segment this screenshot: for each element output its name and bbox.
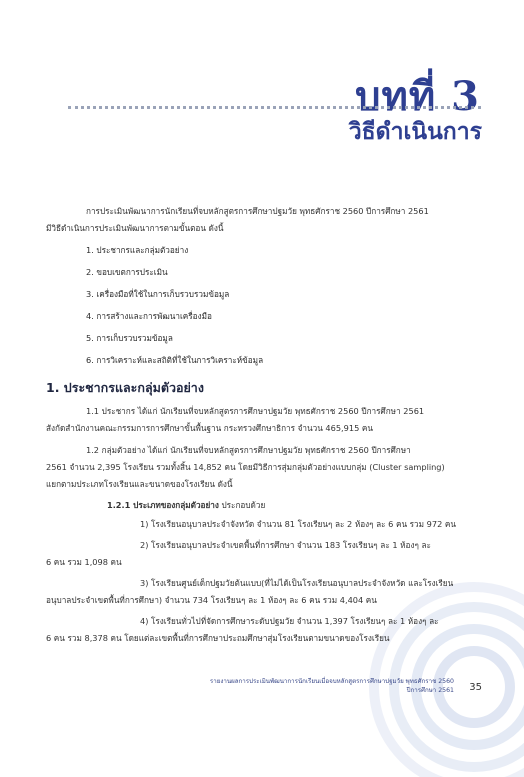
paragraph-1-1-line-1: 1.1 ประชากร ได้แก่ นักเรียนที่จบหลักสูตรการศึกษาปฐมวัย พุทธศักราช 2560 ปีการศึกษา 2561 xyxy=(86,406,425,416)
section-heading: 1. ประชากรและกลุ่มตัวอย่าง xyxy=(46,380,204,395)
sample-item-3-line-1: 3) โรงเรียนศูนย์เด็กปฐมวัยต้นแบบ(ที่ไม่ได้เป็นโรงเรียนอนุบาลประจำจังหวัด และโรงเรียน xyxy=(140,578,454,588)
sample-item-4-line-2: 6 คน รวม 8,378 คน โดยแต่ละเขตพื้นที่การศึกษาประถมศึกษาสุ่มโรงเรียนตามขนาดของโรงเรียน xyxy=(46,633,390,643)
subsection-label: 1.2.1 ประเภทของกลุ่มตัวอย่าง xyxy=(107,500,219,510)
paragraph-1-1-line-2: สังกัดสำนักงานคณะกรรมการการศึกษาขั้นพื้นฐาน กระทรวงศึกษาธิการ จำนวน 465,915 คน xyxy=(46,423,373,433)
list-item: 4. การสร้างและการพัฒนาเครื่องมือ xyxy=(86,311,212,321)
intro-line-2: มีวิธีดำเนินการประเมินพัฒนาการตามขั้นตอน ดังนี้ xyxy=(46,223,224,233)
footer-line-1: รายงานผลการประเมินพัฒนาการนักเรียนเมื่อจบหลักสูตรการศึกษาปฐมวัย พุทธศักราช 2560 xyxy=(209,678,454,686)
subsection-1-2-1 xyxy=(107,499,265,511)
subsection-label-rest: ประกอบด้วย xyxy=(218,500,266,510)
list-item: 2. ขอบเขตการประเมิน xyxy=(86,267,168,277)
list-item: 1. ประชากรและกลุ่มตัวอย่าง xyxy=(86,245,189,255)
list-item: 5. การเก็บรวบรวมข้อมูล xyxy=(86,333,173,343)
sample-item-1: 1) โรงเรียนอนุบาลประจำจังหวัด จำนวน 81 โรงเรียนๆ ละ 2 ห้องๆ ละ 6 คน รวม 972 คน xyxy=(140,519,456,529)
list-item: 3. เครื่องมือที่ใช้ในการเก็บรวบรวมข้อมูล xyxy=(86,289,230,299)
page-number: 35 xyxy=(469,682,482,693)
intro-line-1: การประเมินพัฒนาการนักเรียนที่จบหลักสูตรการศึกษาปฐมวัย พุทธศักราช 2560 ปีการศึกษา 2561 xyxy=(86,206,429,216)
steps-list xyxy=(86,239,263,371)
paragraph-1-2-line-2: 2561 จำนวน 2,395 โรงเรียน รวมทั้งสิ้น 14,852 คน โดยมีวิธีการสุ่มกลุ่มตัวอย่างแบบกลุ่ม (Cluster sampling) xyxy=(46,462,445,472)
sample-item-2-line-1: 2) โรงเรียนอนุบาลประจำเขตพื้นที่การศึกษา จำนวน 183 โรงเรียนๆ ละ 1 ห้องๆ ละ xyxy=(140,540,431,550)
paragraph-1-2-line-3: แยกตามประเภทโรงเรียนและขนาดของโรงเรียน ดังนี้ xyxy=(46,479,233,489)
chapter-subtitle: วิธีดำเนินการ xyxy=(348,119,482,145)
list-item: 6. การวิเคราะห์และสถิติที่ใช้ในการวิเคราะห์ข้อมูล xyxy=(86,355,264,365)
footer-report-title xyxy=(210,678,454,696)
footer-line-2: ปีการศึกษา 2561 xyxy=(406,687,454,695)
paragraph-1-2-line-1: 1.2 กลุ่มตัวอย่าง ได้แก่ นักเรียนที่จบหลักสูตรการศึกษาปฐมวัย พุทธศักราช 2560 ปีการศึกษา xyxy=(86,445,411,455)
sample-item-3-line-2: อนุบาลประจำเขตพื้นที่การศึกษา) จำนวน 734 โรงเรียนๆ ละ 1 ห้องๆ ละ 6 คน รวม 4,404 คน xyxy=(46,595,377,605)
dotted-divider xyxy=(68,106,481,109)
sample-item-4-line-1: 4) โรงเรียนทั่วไปที่จัดการศึกษาระดับปฐมวัย จำนวน 1,397 โรงเรียนๆ ละ 1 ห้องๆ ละ xyxy=(140,616,439,626)
sample-item-2-line-2: 6 คน รวม 1,098 คน xyxy=(46,557,122,567)
chapter-title: บทที่ 3 xyxy=(355,73,480,120)
